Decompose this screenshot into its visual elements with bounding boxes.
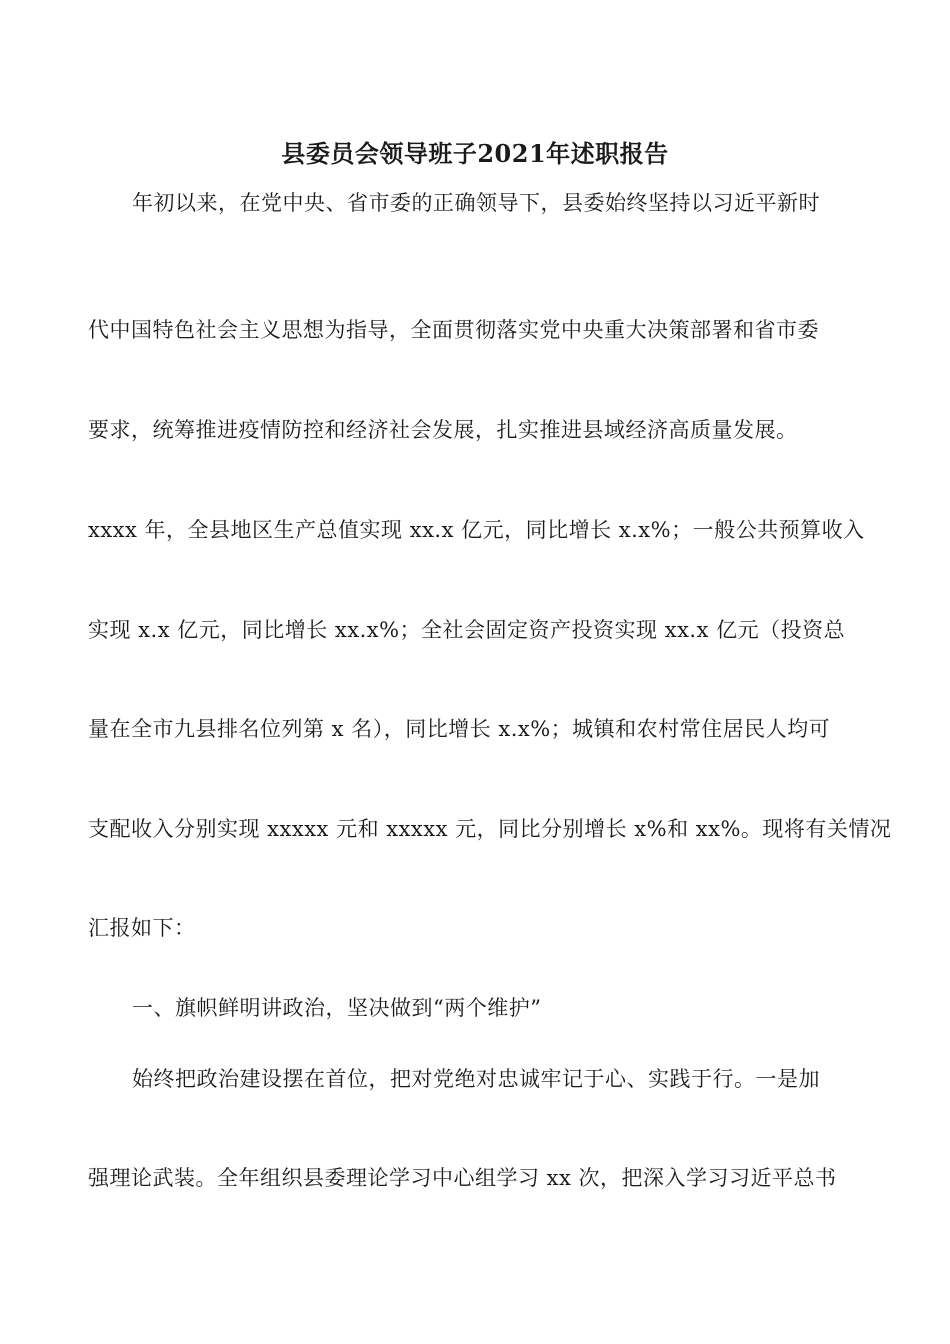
- paragraph-line: xxxx 年，全县地区生产总值实现 xx.x 亿元，同比增长 x.x%；一般公共预算收入: [88, 518, 865, 542]
- document-title: 县委员会领导班子2021年述职报告: [281, 139, 669, 168]
- paragraph-line: 年初以来，在党中央、省市委的正确领导下，县委始终坚持以习近平新时: [132, 191, 820, 215]
- paragraph-line: 要求，统筹推进疫情防控和经济社会发展，扎实推进县域经济高质量发展。: [88, 418, 798, 442]
- paragraph-line: 始终把政治建设摆在首位，把对党绝对忠诚牢记于心、实践于行。一是加: [132, 1067, 820, 1091]
- paragraph-line: 量在全市九县排名位列第 x 名），同比增长 x.x%；城镇和农村常住居民人均可: [88, 717, 831, 741]
- section-heading: 一、旗帜鲜明讲政治，坚决做到“两个维护”: [132, 996, 542, 1020]
- paragraph-line: 支配收入分别实现 xxxxx 元和 xxxxx 元，同比分别增长 x%和 xx%。现将有关情况: [88, 817, 892, 841]
- paragraph-line: 强理论武装。全年组织县委理论学习中心组学习 xx 次，把深入学习习近平总书: [88, 1166, 837, 1190]
- paragraph-line: 代中国特色社会主义思想为指导，全面贯彻落实党中央重大决策部署和省市委: [88, 318, 819, 342]
- paragraph-line: 实现 x.x 亿元，同比增长 xx.x%；全社会固定资产投资实现 xx.x 亿元（投资总: [88, 618, 846, 642]
- paragraph-line: 汇报如下：: [88, 916, 196, 940]
